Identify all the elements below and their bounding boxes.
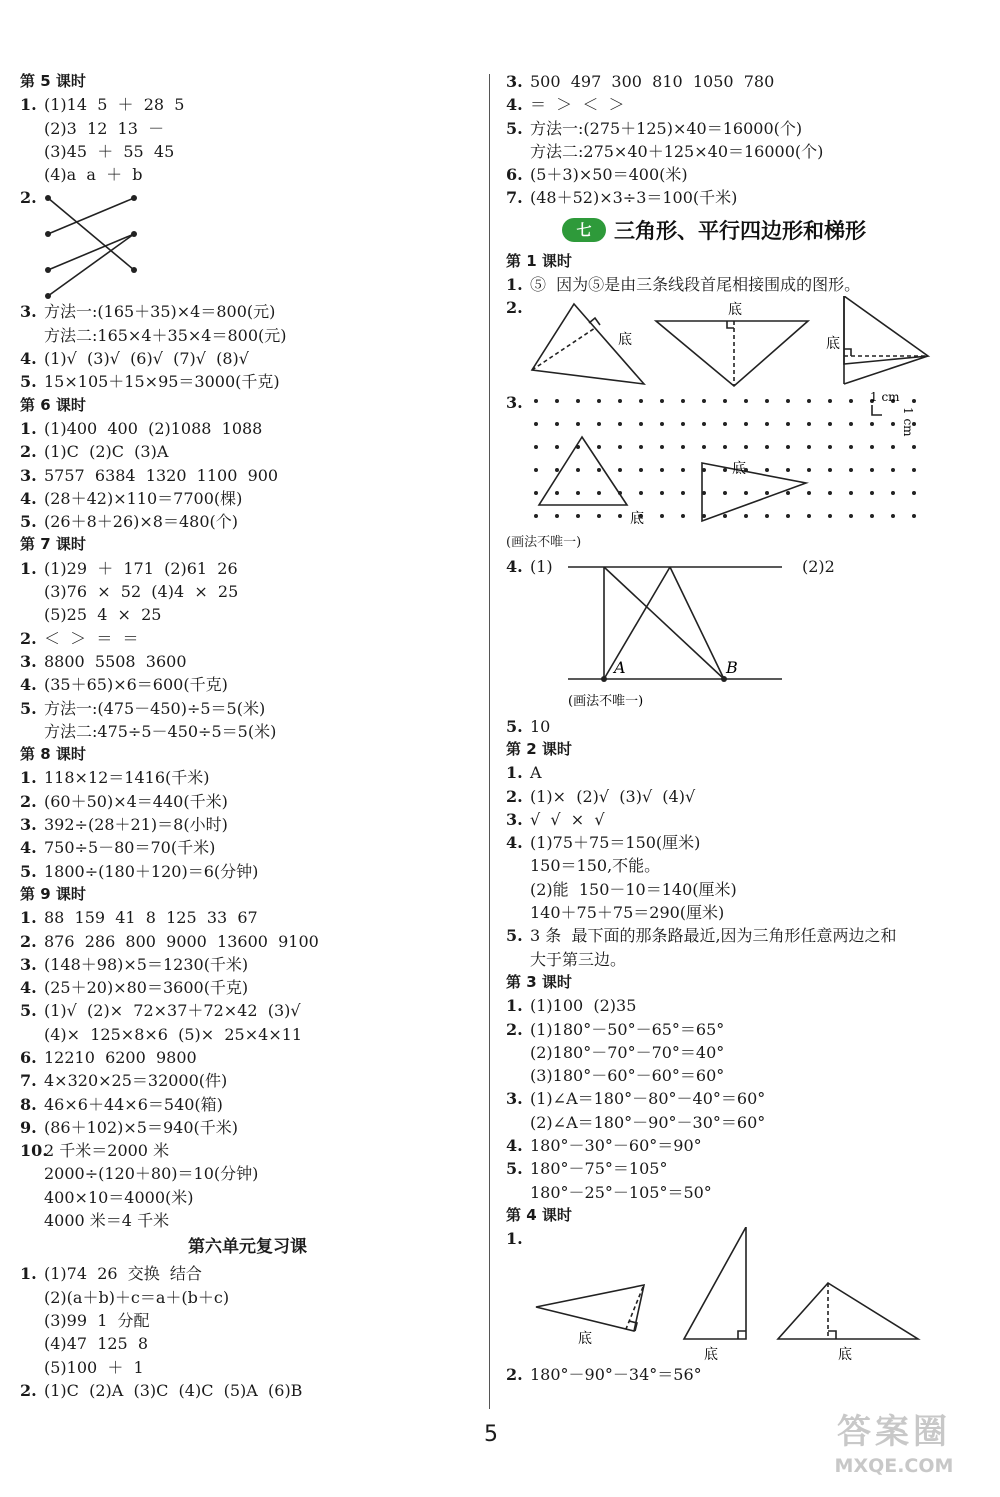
grid-dot [912,491,916,495]
grid-dot [891,514,895,518]
grid-dot [765,445,769,449]
grid-dot [828,491,832,495]
base-label: 底 [618,332,632,349]
grid-dot [618,422,622,426]
grid-dot [618,514,622,518]
answer-line: 5. 180°－75°＝105° [506,1159,668,1179]
base-label: 底 [630,511,644,528]
answer-line: (5)100 ＋ 1 [44,1357,144,1377]
answer-line: 2. (60＋50)×4＝440(千米) [20,791,228,811]
answer-line: 1. (1)29 ＋ 171 (2)61 26 [20,558,238,578]
grid-dot [702,399,706,403]
answer-line: 5. (1)√ (2)× 72×37＋72×42 (3)√ [20,1001,301,1021]
answer-line: (3)180°－60°－60°＝60° [530,1066,725,1086]
answer-line: 1. 88 159 41 8 125 33 67 [20,908,258,928]
answer-line: 3. 500 497 300 810 1050 780 [506,72,775,91]
grid-dot [597,399,601,403]
answer-line: 4. 750÷5－80＝70(千米) [20,838,216,858]
lesson-9-heading: 第 9 课时 [20,884,86,903]
grid-dot [891,422,895,426]
answer-line: 1. (1)74 26 交换 结合 [20,1264,202,1284]
answer-line: 2. (1)C (2)C (3)A [20,442,169,462]
grid-dot [576,422,580,426]
answer-line: 5. 1800÷(180＋120)＝6(分钟) [20,861,259,881]
answer-line: 150＝150,不能。 [530,856,661,876]
parallel-lines-figure: 4. (1) (2)2 A B (画法不唯一) [506,555,986,715]
answer-line: (2)能 150－10＝140(厘米) [530,879,737,899]
grid-dot [597,514,601,518]
lesson-7-heading: 第 7 课时 [20,535,86,554]
chapter-badge: 七 [562,218,606,242]
lesson-6-heading: 第 6 课时 [20,395,86,414]
answer-line: 5. 方法一:(275＋125)×40＝16000(个) [506,118,803,138]
column-divider [489,74,490,1409]
answer-line: 4. (35＋65)×6＝600(千克) [20,675,228,695]
answer-line: 4. 180°－30°－60°＝90° [506,1136,702,1156]
point-a-dot [601,676,607,682]
grid-dot [828,422,832,426]
match-point [45,267,51,273]
answer-line: 4. (28＋42)×110＝7700(棵) [20,488,243,508]
answer-line: (4)47 125 8 [44,1334,149,1354]
triangle-side [670,567,724,679]
figure-note: (画法不唯一) [568,693,644,709]
grid-dot [639,468,643,472]
grid-dot [681,514,685,518]
grid-dot [660,422,664,426]
answer-line: 2. 876 286 800 9000 13600 9100 [20,931,319,951]
answer-line: 3. 方法一:(165＋35)×4＝800(元) [20,302,276,322]
answer-line: (2)(a＋b)＋c＝a＋(b＋c) [44,1287,230,1307]
grid-dot [849,422,853,426]
watermark-logo: 答案圈 [837,1412,951,1452]
triangle [684,1227,746,1339]
answer-line: 1. ⑤ 因为⑤是由三条线段首尾相接围成的图形。 [506,275,861,295]
triangle [536,1285,644,1331]
grid-dot [555,422,559,426]
grid-dot [723,468,727,472]
base-label: 底 [578,1331,592,1348]
grid-dot [639,491,643,495]
answer-line: 1. A [506,763,542,783]
grid-dot [849,514,853,518]
unit-bracket [872,405,882,415]
answer-line: (3)45 ＋ 55 45 [44,141,175,161]
answer-line: 方法二:475÷5－450÷5＝5(米) [44,721,277,741]
answer-line: 8. 46×6＋44×6＝540(箱) [20,1094,223,1114]
answer-line: 3. (148＋98)×5＝1230(千米) [20,954,249,974]
grid-dot [912,445,916,449]
answer-line: (3)76 × 52 (4)4 × 25 [44,582,239,602]
grid-dot [849,491,853,495]
grid-dot [786,445,790,449]
answer-line: (4)× 125×8×6 (5)× 25×4×11 [44,1024,303,1044]
answer-line: 140＋75＋75＝290(厘米) [530,903,725,923]
grid-dot [723,491,727,495]
grid-dot [702,422,706,426]
grid-dot [786,514,790,518]
grid-dot [870,445,874,449]
match-point [45,231,51,237]
answer-line: 3. √ √ × √ [506,809,605,829]
answer-line: 方法二:275×40＋125×40＝16000(个) [530,141,824,161]
base-label: 底 [838,1347,852,1364]
grid-dot [534,445,538,449]
point-b-label: B [726,657,738,677]
grid-dot [807,514,811,518]
answer-line: (2)180°－70°－70°＝40° [530,1042,725,1062]
triangle-bases-diagram [506,1227,986,1363]
grid-dot [828,399,832,403]
grid-dot [849,445,853,449]
answer-line: (3)99 1 分配 [44,1310,150,1330]
grid-dot [786,468,790,472]
grid-dot [828,445,832,449]
lesson-5-heading: 第 5 课时 [20,72,86,90]
grid-dot [681,445,685,449]
answer-line: 4. (1)75＋75＝150(厘米) [506,833,701,853]
grid-dot [576,491,580,495]
grid-dot [807,445,811,449]
right-angle-mark [727,321,734,328]
grid-dot [597,445,601,449]
grid-dot [765,468,769,472]
answer-line: 大于第三边。 [530,949,627,969]
grid-dot [660,491,664,495]
grid-dot [828,468,832,472]
answer-line: (2)3 12 13 － [44,118,165,138]
answer-line: 1. 118×12＝1416(千米) [20,768,210,788]
grid-dot [681,422,685,426]
answer-line: 2. (1)C (2)A (3)C (4)C (5)A (6)B [20,1380,303,1400]
grid-dot [660,468,664,472]
grid-dot [597,468,601,472]
grid-dot [744,514,748,518]
grid-dot [807,491,811,495]
answer-line: 5. 方法一:(475－450)÷5＝5(米) [20,698,266,718]
right-angle-mark [738,1331,746,1339]
grid-dot [786,422,790,426]
answer-line: 2000÷(120＋80)＝10(分钟) [44,1164,259,1184]
grid-dot [597,422,601,426]
answer-line: 5. (26＋8＋26)×8＝480(个) [20,512,238,532]
height-line [532,328,595,370]
grid-dot [765,399,769,403]
grid-dot [891,445,895,449]
match-line [48,198,134,270]
right-column [506,70,986,1387]
triangle-heights-diagram [506,296,986,391]
triangle [844,296,928,364]
answer-line: 2. (1)× (2)√ (3)√ (4)√ [506,786,696,806]
grid-dot [660,399,664,403]
right-angle-mark [844,349,851,356]
matching-figure: 2. [20,186,475,300]
answer-line: 9. (86＋102)×5＝940(千米) [20,1117,238,1137]
grid-dot [744,445,748,449]
grid-dot [765,491,769,495]
grid-dot [702,445,706,449]
grid-dot [681,468,685,472]
base-label: 底 [826,336,840,353]
grid-dot [555,445,559,449]
grid-dot [660,445,664,449]
triangle [778,1283,918,1339]
grid-dot [870,468,874,472]
grid-dot [912,399,916,403]
unit-review-title: 第六单元复习课 [188,1237,307,1258]
grid-dot [849,468,853,472]
answer-line: 3. 8800 5508 3600 [20,651,187,671]
grid-dot [870,422,874,426]
answer-line: 5. 10 [506,716,551,736]
lesson-3-heading: 第 3 课时 [506,972,572,991]
grid-dot [639,422,643,426]
grid-dot [618,468,622,472]
grid-dot [765,422,769,426]
answer-line: 5. 15×105＋15×95＝3000(千克) [20,372,280,392]
left-column [20,70,475,1402]
answer-line: 1. (1)400 400 (2)1088 1088 [20,418,263,438]
part-1-label: (1) [530,556,553,576]
grid-dot [639,445,643,449]
unit-label-vertical: 1 cm [901,407,915,437]
point-a-label: A [614,657,626,677]
grid-dot [891,468,895,472]
grid-dot [849,399,853,403]
grid-dot [534,422,538,426]
lesson-8-heading: 第 8 课时 [20,745,86,764]
grid-dot [681,399,685,403]
answer-line: 1. (1)14 5 ＋ 28 5 [20,95,185,115]
lesson-1-heading: 第 1 课时 [506,251,572,270]
answer-line: 400×10＝4000(米) [44,1187,194,1207]
right-angle-mark [828,1331,836,1339]
grid-dot [870,514,874,518]
base-label: 底 [732,461,746,478]
grid-dot [534,514,538,518]
watermark [798,1410,990,1488]
answer-line: (2)∠A＝180°－90°－30°＝60° [530,1112,766,1132]
grid-dot [555,514,559,518]
match-point [45,195,51,201]
grid-dot [576,514,580,518]
grid-dot [786,491,790,495]
answer-line: 3. 5757 6384 1320 1100 900 [20,465,279,485]
grid-dot [807,422,811,426]
chapter-header [562,210,986,250]
answer-line: 7. 4×320×25＝32000(件) [20,1071,228,1091]
grid-dot [723,445,727,449]
answer-line: 3. (1)∠A＝180°－80°－40°＝60° [506,1089,766,1109]
grid-dot [576,468,580,472]
grid-dot [534,491,538,495]
answer-line: 方法二:165×4＋35×4＝800(元) [44,325,287,345]
lesson-2-heading: 第 2 课时 [506,739,572,758]
grid-dot [891,491,895,495]
answer-line: 6. 12210 6200 9800 [20,1047,197,1067]
answer-line: 4. ＝ ＞ ＜ ＞ [506,95,625,115]
grid-dot [744,491,748,495]
answer-line: 4. (1)√ (3)√ (6)√ (7)√ (8)√ [20,349,249,369]
grid-dot [723,399,727,403]
dot-grid-figure: 3. 1 cm 1 cm 底 底 [506,391,986,531]
match-line [48,198,134,234]
grid-dot [618,399,622,403]
watermark-url: MXQE.COM [834,1455,954,1477]
answer-line: 2. ＜ ＞ ＝ ＝ [20,628,139,648]
answer-line: 10.2 千米＝2000 米 [20,1141,170,1161]
grid-dot [555,468,559,472]
grid-dot [828,514,832,518]
answer-line: (4)a a ＋ b [44,165,143,185]
triangle [656,321,808,386]
answer-line: 2. (1)180°－50°－65°＝65° [506,1019,725,1039]
triangle [702,463,806,521]
grid-dot [555,491,559,495]
dot-grid-diagram [506,391,986,531]
parallel-lines-diagram [506,555,986,715]
answer-line: 1. (1)100 (2)35 [506,996,637,1016]
grid-dot [639,399,643,403]
match-point [131,267,137,273]
grid-dot [555,399,559,403]
answer-line: 180°－25°－105°＝50° [530,1182,712,1202]
answer-line: (5)25 4 × 25 [44,605,162,625]
grid-dot [576,399,580,403]
match-point [131,195,137,201]
grid-dot [723,514,727,518]
page-number: 5 [484,1422,498,1447]
grid-dot [744,399,748,403]
triangle-heights-figure: 2. 底 底 底 [506,296,986,391]
grid-dot [912,468,916,472]
grid-dot [597,491,601,495]
figure-note: (画法不唯一) [506,535,582,551]
grid-dot [660,514,664,518]
answer-line: 6. (5＋3)×50＝400(米) [506,165,688,185]
grid-dot [681,491,685,495]
lesson-4-heading: 第 4 课时 [506,1205,572,1224]
answer-line: 3. 392÷(28＋21)＝8(小时) [20,815,228,835]
grid-dot [618,445,622,449]
triangle-bases-figure: 1. 底 底 底 [506,1227,986,1363]
part-2-answer: (2)2 [802,556,835,576]
grid-dot [534,399,538,403]
grid-dot [870,491,874,495]
grid-dot [786,399,790,403]
grid-dot [807,399,811,403]
answer-line: 5. 3 条 最下面的那条路最近,因为三角形任意两边之和 [506,926,897,946]
base-label: 底 [728,302,742,319]
grid-dot [534,468,538,472]
answer-line: 4000 米＝4 千米 [44,1211,170,1231]
answer-line: 4. (25＋20)×80＝3600(千克) [20,978,249,998]
base-label: 底 [704,1347,718,1364]
grid-dot [807,468,811,472]
chapter-title: 三角形、平行四边形和梯形 [614,218,866,243]
answer-line: 2. 180°－90°－34°＝56° [506,1365,702,1385]
grid-dot [912,514,916,518]
grid-dot [765,514,769,518]
answer-line: 7. (48＋52)×3÷3＝100(千米) [506,188,738,208]
grid-dot [744,422,748,426]
matching-lines-diagram [20,186,220,300]
grid-dot [723,422,727,426]
triangle [539,437,627,505]
unit-label-horizontal: 1 cm [870,391,900,405]
